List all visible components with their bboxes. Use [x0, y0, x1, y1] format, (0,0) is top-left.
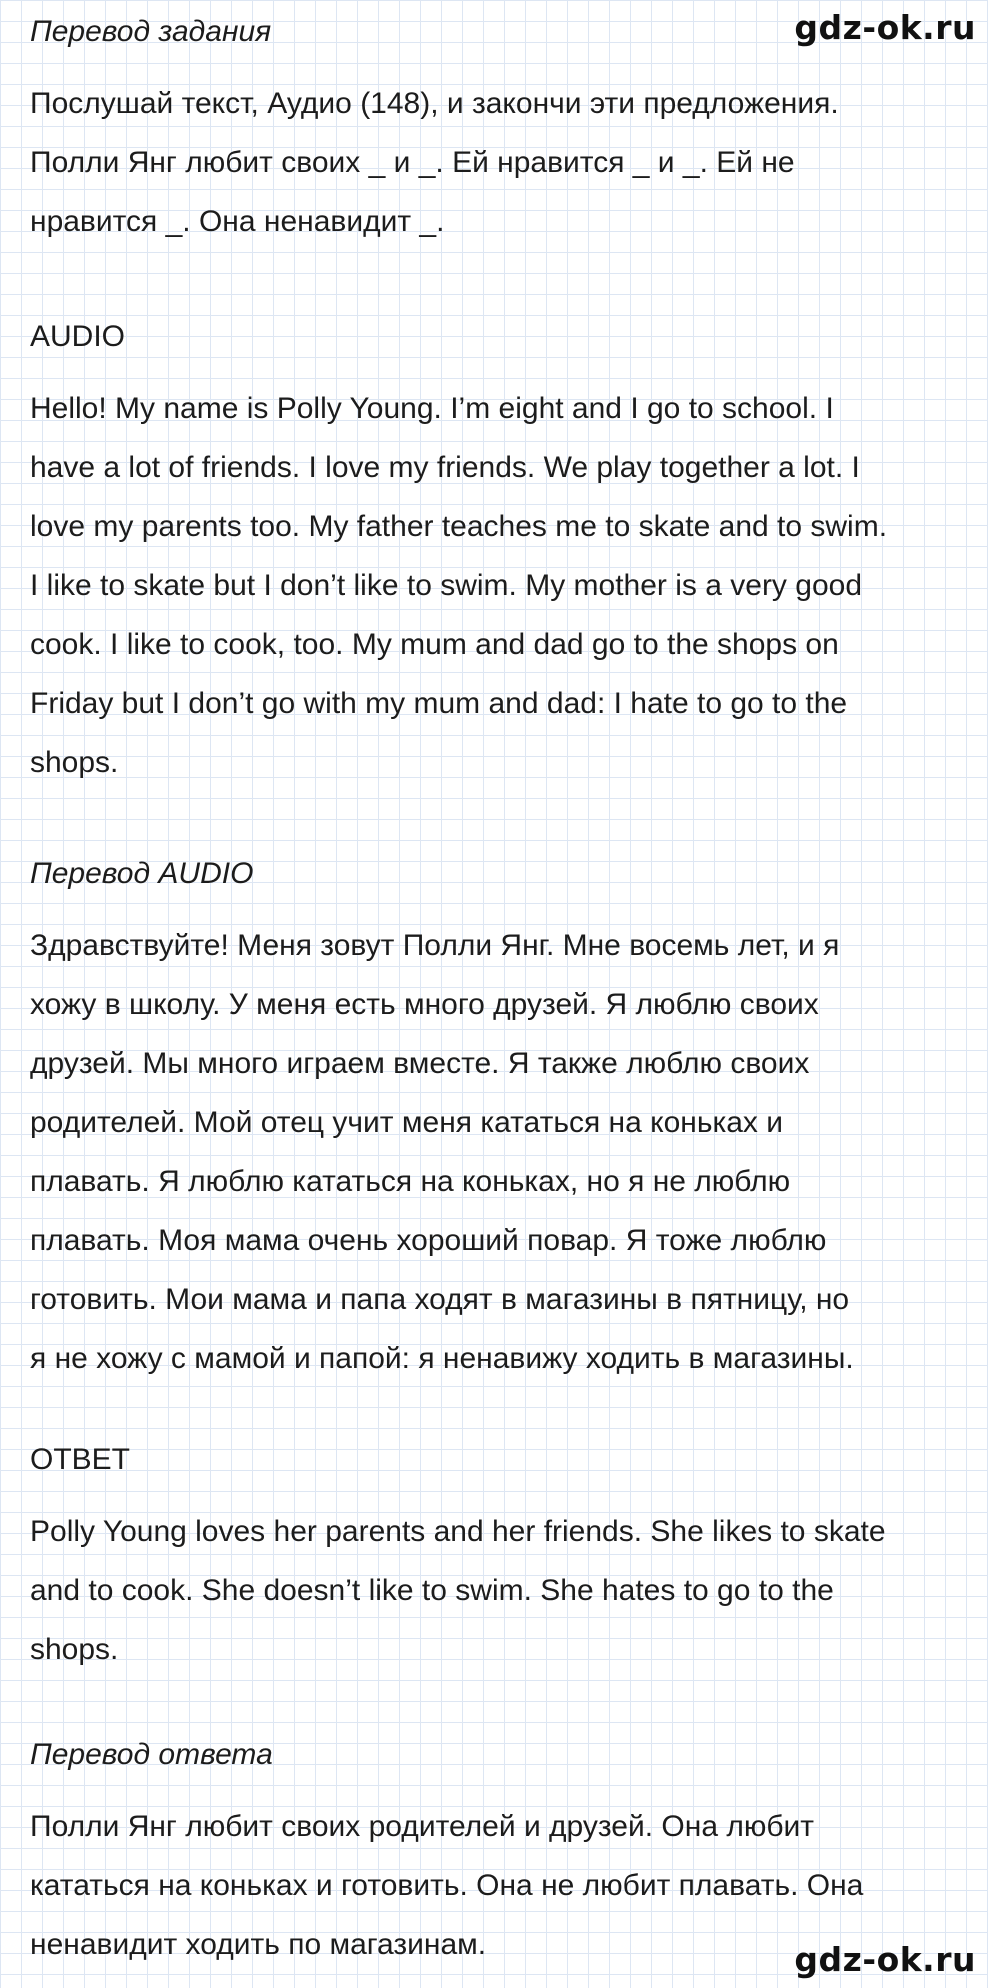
answer-translation-heading: Перевод ответа: [30, 1738, 273, 1771]
audio-heading: AUDIO: [30, 320, 126, 353]
audio-translation-heading: Перевод AUDIO: [30, 857, 254, 890]
answer-section: [30, 1438, 970, 1679]
watermark-top: gdz-ok.ru: [794, 8, 976, 47]
answer-translation-line: кататься на коньках и готовить. Она не любит плавать. Она: [30, 1869, 864, 1902]
watermark-bottom: gdz-ok.ru: [794, 1940, 976, 1979]
task-translation-line: Послушай текст, Аудио (148), и закончи эти предложения.: [30, 87, 839, 120]
audio-line: Friday but I don’t go with my mum and dad: I hate to go to the: [30, 687, 848, 720]
audio-translation-line: родителей. Мой отец учит меня кататься на коньках и: [30, 1106, 784, 1139]
answer-line: shops.: [30, 1633, 119, 1666]
answer-translation-line: ненавидит ходить по магазинам.: [30, 1928, 487, 1961]
audio-line: I like to skate but I don’t like to swim. My mother is a very good: [30, 569, 863, 602]
audio-line: have a lot of friends. I love my friends. We play together a lot. I: [30, 451, 860, 484]
audio-section: [30, 315, 970, 792]
answer-heading: ОТВЕТ: [30, 1443, 131, 1476]
audio-line: cook. I like to cook, too. My mum and dad go to the shops on: [30, 628, 839, 661]
audio-translation-line: готовить. Мои мама и папа ходят в магазины в пятницу, но: [30, 1283, 850, 1316]
audio-translation-line: хожу в школу. У меня есть много друзей. Я люблю своих: [30, 988, 819, 1021]
answer-line: and to cook. She doesn’t like to swim. She hates to go to the: [30, 1574, 834, 1607]
answer-translation-line: Полли Янг любит своих родителей и друзей. Она любит: [30, 1810, 815, 1843]
answer-translation-section: [30, 1733, 970, 1974]
audio-translation-line: плавать. Моя мама очень хороший повар. Я тоже люблю: [30, 1224, 827, 1257]
audio-translation-line: я не хожу с мамой и папой: я ненавижу ходить в магазины.: [30, 1342, 854, 1375]
task-translation-line: нравится _. Она ненавидит _.: [30, 205, 445, 238]
audio-translation-line: Здравствуйте! Меня зовут Полли Янг. Мне восемь лет, и я: [30, 929, 840, 962]
audio-line: love my parents too. My father teaches me to skate and to swim.: [30, 510, 888, 543]
audio-translation-line: плавать. Я люблю кататься на коньках, но я не люблю: [30, 1165, 791, 1198]
audio-line: shops.: [30, 746, 119, 779]
answer-line: Polly Young loves her parents and her friends. She likes to skate: [30, 1515, 886, 1548]
task-translation-line: Полли Янг любит своих _ и _. Ей нравится _ и _. Ей не: [30, 146, 795, 179]
task-translation-heading: Перевод задания: [30, 15, 272, 48]
audio-translation-line: друзей. Мы много играем вместе. Я также люблю своих: [30, 1047, 810, 1080]
task-translation-section: [30, 10, 970, 251]
audio-translation-section: [30, 852, 970, 1388]
audio-line: Hello! My name is Polly Young. I’m eight and I go to school. I: [30, 392, 834, 425]
